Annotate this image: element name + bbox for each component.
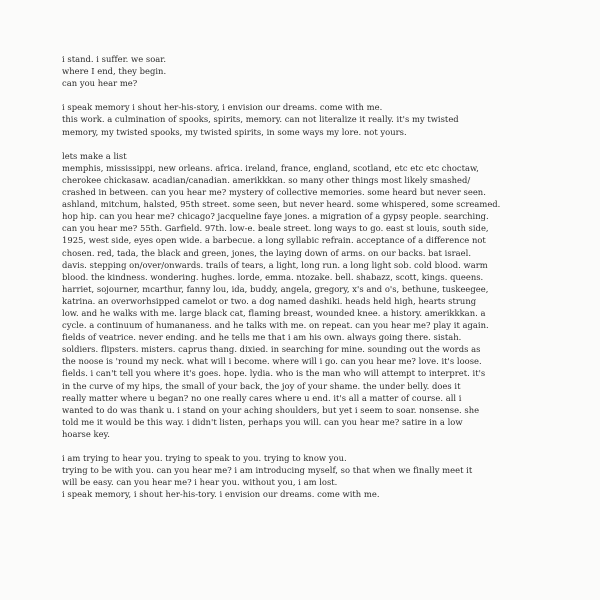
text-line: blood. the kindness. wondering. hughes. lorde, emma. ntozake. bell. shabazz, scott, kings. queens.	[62, 271, 484, 282]
text-line: soldiers. flipsters. misters. caprus thang. dixied. in searching for mine. sounding out the words as	[62, 344, 481, 355]
text-line: hop hip. can you hear me? chicago? jacqueline faye jones. a migration of a gypsy people. searching.	[62, 211, 489, 222]
text-line: will be easy. can you hear me? i hear you. without you, i am lost.	[62, 477, 338, 488]
text-line: in the curve of my hips, the small of your back, the joy of your shame. the under belly. does it	[62, 380, 461, 391]
text-line: this work. a culmination of spooks, spirits, memory. can not literalize it really. it's my twisted	[62, 114, 459, 125]
text-line: low. and he walks with me. large black cat, flaming breast, wounded knee. a history. amerikkkan. a	[62, 307, 486, 318]
text-line: can you hear me?	[62, 78, 138, 89]
text-line: told me it would be this way. i didn't listen, perhaps you will. can you hear me? satire in a low	[62, 416, 463, 427]
text-line: trying to be with you. can you hear me? i am introducing myself, so that when we finally meet it	[62, 465, 473, 476]
text-line: crashed in between. can you hear me? mystery of collective memories. some heard but never seen.	[62, 187, 486, 198]
text-line: memory, my twisted spooks, my twisted spirits, in some ways my lore. not yours.	[62, 126, 407, 137]
text-line: fields. i can't tell you where it's goes. hope. lydia. who is the man who will attempt to interpret. it's	[62, 368, 486, 379]
text-line: cherokee chickasaw. acadian/canadian. amerikkkan. so many other things most likely smashed/	[62, 174, 471, 185]
text-line: wanted to do was thank u. i stand on your aching shoulders, but yet i seem to soar. nonsense. she	[62, 404, 480, 415]
stanza-2	[62, 101, 582, 137]
text-line: i am trying to hear you. trying to speak to you. trying to know you.	[62, 453, 347, 464]
text-line: davis. stepping on/over/onwards. trails of tears, a light, long run. a long light sob. cold blood. warm	[62, 259, 488, 270]
text-line: i speak memory, i shout her-his-tory. i envision our dreams. come with me.	[62, 489, 380, 500]
poem-text	[62, 53, 582, 500]
text-line: really matter where u began? no one really cares where u end. it's all a matter of course. all i	[62, 392, 462, 403]
text-line: lets make a list	[62, 150, 127, 161]
text-line: 1925, west side, eyes open wide. a barbecue. a long syllabic refrain. acceptance of a difference not	[62, 235, 486, 246]
text-line: the noose is 'round my neck. what will i become. where will i go. can you hear me? love. it's loose.	[62, 356, 482, 367]
text-line: hoarse key.	[62, 428, 110, 439]
stanza-spacer	[62, 440, 582, 452]
text-line: chosen. red, tada, the black and green, jones, the laying down of arms. on our backs. bat israel.	[62, 247, 472, 258]
text-line: i speak memory i shout her-his-story, i envision our dreams. come with me.	[62, 102, 383, 113]
text-line: fields of veatrice. never ending. and he tells me that i am his own. always going there. sistah.	[62, 332, 462, 343]
text-line: ashland, mitchum, halsted, 95th street. some seen, but never heard. some whispered, some screamed.	[62, 199, 501, 210]
stanza-spacer	[62, 89, 582, 101]
text-line: cycle. a continuum of humananess. and he talks with me. on repeat. can you hear me? play it again.	[62, 320, 489, 331]
stanza-4	[62, 452, 582, 500]
text-line: harriet, sojourner, mcarthur, fanny lou, ida, buddy, angela, gregory, x's and o's, bethune, tuskeegee,	[62, 283, 489, 294]
text-line: can you hear me? 55th. Garfield. 97th. low-e. beale street. long ways to go. east st louis, south side,	[62, 223, 489, 234]
text-line: i stand. i suffer. we soar.	[62, 54, 167, 64]
stanza-1	[62, 53, 582, 89]
text-line: memphis, mississippi, new orleans. africa. ireland, france, england, scotland, etc etc etc choctaw,	[62, 162, 479, 173]
stanza-3	[62, 150, 582, 440]
stanza-spacer	[62, 138, 582, 150]
text-line: where I end, they begin.	[62, 66, 167, 77]
text-line: katrina. an overworhsipped camelot or two. a dog named dashiki. heads held high, hearts strung	[62, 295, 477, 306]
